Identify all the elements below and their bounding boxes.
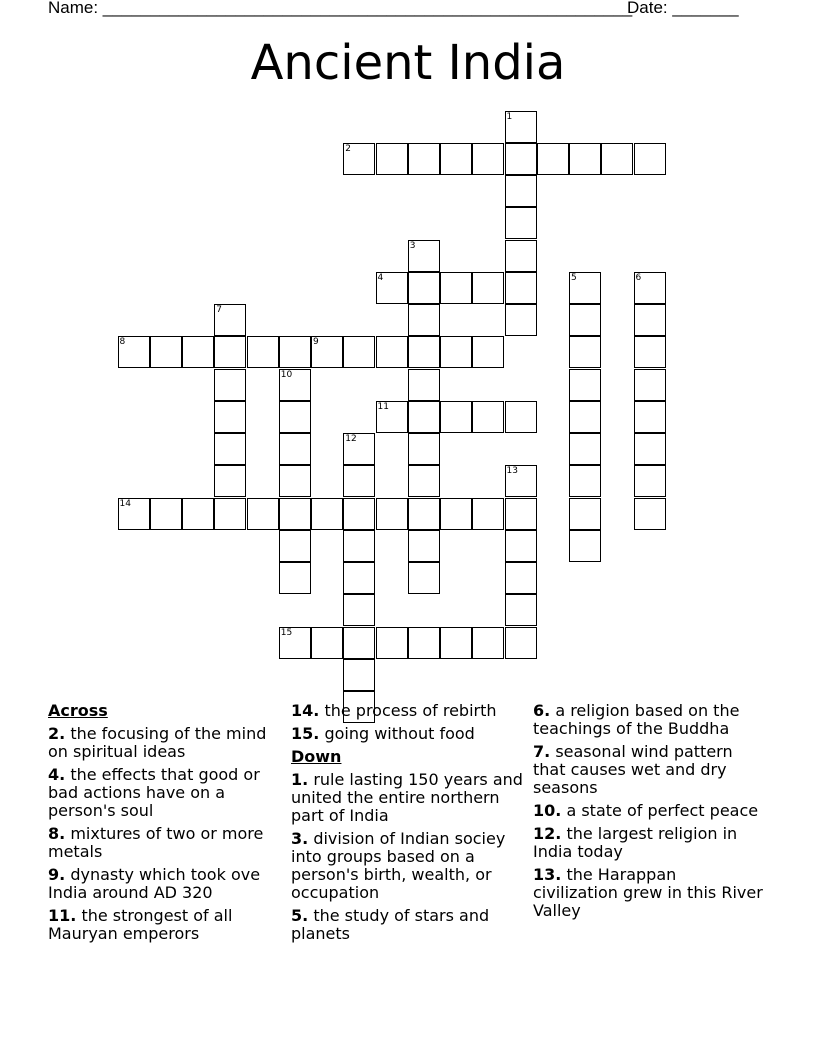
grid-cell[interactable] [247, 336, 279, 368]
cell-number: 11 [377, 401, 389, 412]
clue-across-8 [48, 825, 280, 861]
cell-number: 14 [119, 498, 131, 509]
grid-cell[interactable] [376, 401, 408, 433]
clue-across-11 [48, 907, 280, 943]
grid-cell[interactable] [376, 143, 408, 175]
clue-text: the Harappan civilization grew in this River Valley [533, 865, 763, 920]
grid-cell[interactable] [569, 304, 601, 336]
clue-down-1 [291, 771, 523, 825]
grid-cell[interactable] [472, 401, 504, 433]
grid-cell[interactable] [311, 498, 343, 530]
grid-cell[interactable] [634, 498, 666, 530]
grid-cell[interactable] [505, 627, 537, 659]
grid-cell[interactable] [634, 401, 666, 433]
grid-cell[interactable] [343, 336, 375, 368]
grid-cell[interactable] [118, 336, 150, 368]
grid-cell[interactable] [214, 304, 246, 336]
clue-number: 4. [48, 765, 66, 784]
clue-down-7 [533, 743, 765, 797]
grid-cell[interactable] [569, 498, 601, 530]
cell-number: 13 [506, 466, 518, 477]
grid-cell[interactable] [634, 304, 666, 336]
clue-number: 12. [533, 824, 562, 843]
cell-number: 1 [506, 111, 513, 122]
clue-across-14 [291, 702, 523, 720]
clue-number: 6. [533, 701, 551, 720]
grid-cell[interactable] [150, 498, 182, 530]
grid-cell[interactable] [279, 465, 311, 497]
grid-cell[interactable] [472, 272, 504, 304]
down-heading: Down [291, 747, 342, 766]
grid-cell[interactable] [569, 465, 601, 497]
clue-text: going without food [324, 724, 475, 743]
name-field-label: Name: ________________________________________________________ [48, 0, 633, 17]
grid-cell[interactable] [569, 530, 601, 562]
grid-cell[interactable] [505, 143, 537, 175]
grid-cell[interactable] [182, 336, 214, 368]
grid-cell[interactable] [634, 369, 666, 401]
grid-cell[interactable] [214, 401, 246, 433]
grid-cell[interactable] [214, 498, 246, 530]
cell-number: 3 [409, 240, 416, 251]
cell-number: 8 [119, 337, 126, 348]
clue-number: 11. [48, 906, 77, 925]
grid-cell[interactable] [569, 401, 601, 433]
clue-text: dynasty which took ove India around AD 320 [48, 865, 261, 902]
clue-text: mixtures of two or more metals [48, 824, 264, 861]
grid-cell[interactable] [376, 627, 408, 659]
clue-number: 8. [48, 824, 66, 843]
grid-cell[interactable] [214, 369, 246, 401]
grid-cell[interactable] [569, 143, 601, 175]
grid-cell[interactable] [505, 111, 537, 143]
cell-number: 6 [635, 272, 642, 283]
clue-across-4 [48, 766, 280, 820]
grid-cell[interactable] [311, 336, 343, 368]
clues-column-1 [48, 702, 280, 948]
grid-cell[interactable] [376, 498, 408, 530]
grid-cell[interactable] [279, 498, 311, 530]
clue-across-15 [291, 725, 523, 743]
clue-text: the study of stars and planets [291, 906, 490, 943]
date-field-label: Date: _______ [627, 0, 739, 17]
grid-cell[interactable] [408, 465, 440, 497]
grid-cell[interactable] [214, 433, 246, 465]
grid-cell[interactable] [505, 562, 537, 594]
grid-cell[interactable] [408, 627, 440, 659]
clue-number: 3. [291, 829, 309, 848]
grid-cell[interactable] [343, 465, 375, 497]
grid-cell[interactable] [376, 336, 408, 368]
grid-cell[interactable] [634, 272, 666, 304]
clue-down-5 [291, 907, 523, 943]
grid-cell[interactable] [569, 433, 601, 465]
grid-cell[interactable] [505, 594, 537, 626]
grid-cell[interactable] [343, 562, 375, 594]
clue-across-9 [48, 866, 280, 902]
grid-cell[interactable] [505, 530, 537, 562]
grid-cell[interactable] [505, 175, 537, 207]
cell-number: 10 [280, 369, 293, 380]
clue-text: a religion based on the teachings of the Buddha [533, 701, 740, 738]
grid-cell[interactable] [279, 336, 311, 368]
grid-cell[interactable] [505, 465, 537, 497]
clue-down-12 [533, 825, 765, 861]
grid-cell[interactable] [505, 401, 537, 433]
grid-cell[interactable] [408, 272, 440, 304]
grid-cell[interactable] [569, 336, 601, 368]
clue-text: seasonal wind pattern that causes wet and dry seasons [533, 742, 733, 797]
grid-cell[interactable] [634, 465, 666, 497]
grid-cell[interactable] [569, 369, 601, 401]
grid-cell[interactable] [182, 498, 214, 530]
grid-cell[interactable] [408, 530, 440, 562]
grid-cell[interactable] [408, 369, 440, 401]
grid-cell[interactable] [311, 627, 343, 659]
grid-cell[interactable] [214, 465, 246, 497]
cell-number: 9 [313, 337, 319, 348]
clue-number: 9. [48, 865, 66, 884]
clue-number: 2. [48, 724, 66, 743]
grid-cell[interactable] [601, 143, 633, 175]
grid-cell[interactable] [376, 272, 408, 304]
clue-across-2 [48, 725, 280, 761]
grid-cell[interactable] [343, 498, 375, 530]
clue-down-10 [533, 802, 765, 820]
grid-cell[interactable] [408, 401, 440, 433]
clue-down-3 [291, 830, 523, 902]
grid-cell[interactable] [537, 143, 569, 175]
clue-text: rule lasting 150 years and united the entire northern part of India [291, 770, 523, 825]
clue-number: 7. [533, 742, 551, 761]
grid-cell[interactable] [214, 336, 246, 368]
clue-number: 5. [291, 906, 309, 925]
grid-cell[interactable] [279, 530, 311, 562]
clue-number: 15. [291, 724, 320, 743]
clue-text: the largest religion in India today [533, 824, 738, 861]
cell-number: 12 [345, 434, 357, 444]
clue-down-6 [533, 702, 765, 738]
grid-cell[interactable] [440, 627, 472, 659]
grid-cell[interactable] [118, 498, 150, 530]
grid-cell[interactable] [634, 336, 666, 368]
grid-cell[interactable] [408, 143, 440, 175]
grid-cell[interactable] [279, 369, 311, 401]
grid-cell[interactable] [343, 433, 375, 465]
grid-cell[interactable] [472, 498, 504, 530]
grid-cell[interactable] [440, 498, 472, 530]
grid-cell[interactable] [279, 627, 311, 659]
grid-cell[interactable] [569, 272, 601, 304]
grid-cell[interactable] [408, 562, 440, 594]
grid-cell[interactable] [279, 401, 311, 433]
grid-cell[interactable] [279, 562, 311, 594]
clue-text: the effects that good or bad actions have on a person's soul [48, 765, 260, 820]
clue-number: 1. [291, 770, 309, 789]
grid-cell[interactable] [343, 594, 375, 626]
grid-cell[interactable] [505, 207, 537, 239]
grid-cell[interactable] [343, 627, 375, 659]
grid-cell[interactable] [472, 143, 504, 175]
across-heading: Across [48, 701, 108, 720]
grid-cell[interactable] [472, 336, 504, 368]
grid-cell[interactable] [440, 272, 472, 304]
clues-column-3 [533, 702, 765, 925]
grid-cell[interactable] [440, 143, 472, 175]
cell-number: 7 [216, 305, 222, 315]
grid-cell[interactable] [408, 498, 440, 530]
grid-cell[interactable] [634, 143, 666, 175]
clue-number: 14. [291, 701, 320, 720]
clue-text: the focusing of the mind on spiritual ideas [48, 724, 267, 761]
grid-cell[interactable] [505, 304, 537, 336]
clues-column-2 [291, 702, 523, 948]
cell-number: 4 [377, 272, 384, 283]
grid-cell[interactable] [440, 336, 472, 368]
grid-cell[interactable] [150, 336, 182, 368]
clue-number: 10. [533, 801, 562, 820]
grid-cell[interactable] [505, 272, 537, 304]
grid-cell[interactable] [505, 498, 537, 530]
grid-cell[interactable] [279, 433, 311, 465]
grid-cell[interactable] [505, 240, 537, 272]
clue-text: division of Indian sociey into groups based on a person's birth, wealth, or occupation [291, 829, 506, 902]
cell-number: 15 [280, 627, 293, 638]
cell-number: 5 [571, 272, 577, 283]
clue-text: a state of perfect peace [566, 801, 759, 820]
grid-cell[interactable] [472, 627, 504, 659]
grid-cell[interactable] [408, 304, 440, 336]
grid-cell[interactable] [634, 433, 666, 465]
clue-number: 13. [533, 865, 562, 884]
grid-cell[interactable] [440, 401, 472, 433]
cell-number: 2 [345, 143, 351, 154]
clue-text: the process of rebirth [324, 701, 497, 720]
grid-cell[interactable] [343, 530, 375, 562]
grid-cell[interactable] [343, 143, 375, 175]
grid-cell[interactable] [408, 433, 440, 465]
clue-text: the strongest of all Mauryan emperors [48, 906, 233, 943]
page-title: Ancient India [250, 35, 566, 91]
grid-cell[interactable] [408, 336, 440, 368]
grid-cell[interactable] [247, 498, 279, 530]
grid-cell[interactable] [408, 240, 440, 272]
clue-down-13 [533, 866, 765, 920]
grid-cell[interactable] [343, 659, 375, 691]
